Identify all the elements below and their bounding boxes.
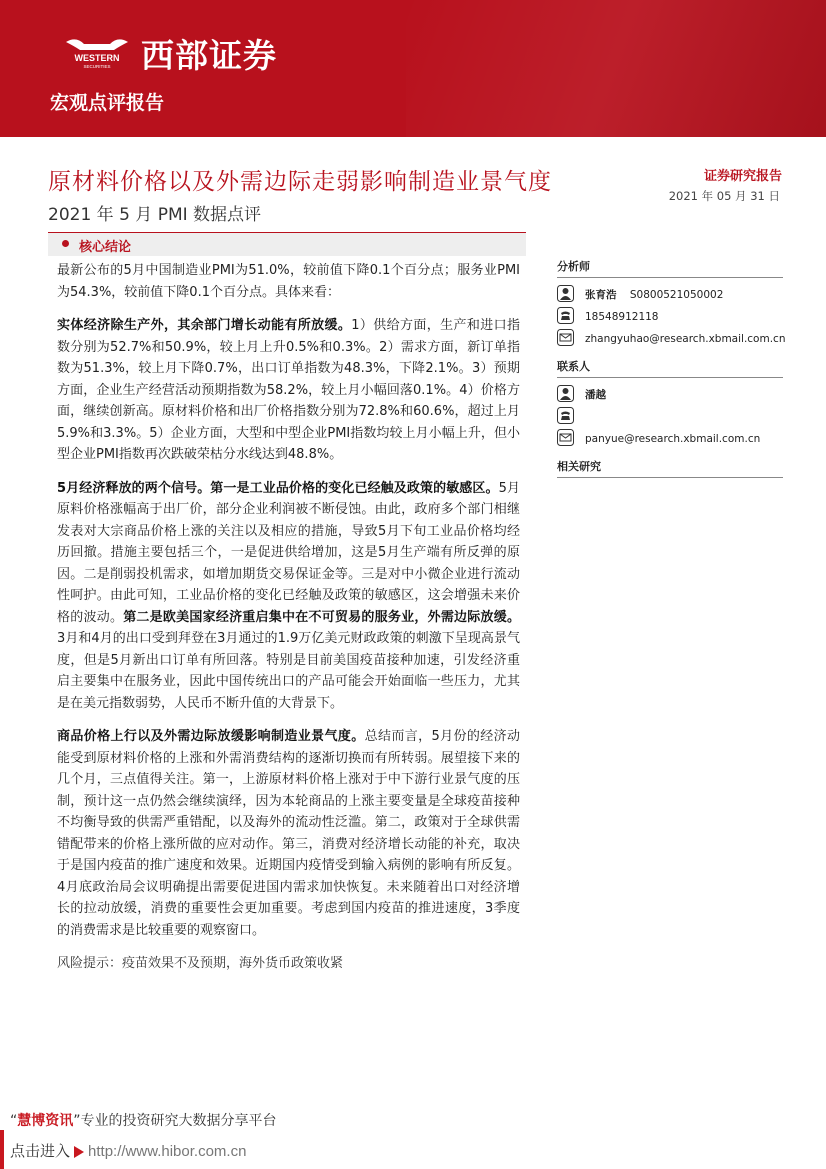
email-icon — [557, 329, 574, 346]
signals-text-a: 5月原料价格涨幅高于出厂价，部分企业利润被不断侵蚀。由此，政府多个部门相继发表对大宗商品价格上涨的关注以及相应的措施，导致5月下旬工业品价格均经历回撤。措施主要包括三个，一是促进供给增加，这是5月生产端有所反弹的原因。二是削弱投机需求，如增加期货交易保证金等。三是对中小微企业进行流动性呵护。由此可知，工业品价格的变化已经触及政策的敏感区，这会增强未来价格的波动。 — [57, 480, 521, 625]
signals-text-b: 3月和4月的出口受到拜登在3月通过的1.9万亿美元财政政策的刺激下呈现高景气度，但是5月新出口订单有所回落。特别是目前美国疫苗接种加速，引发经济重启主要集中在服务业，因此中国传统出口的产品可能会开始面临一些压力，尤其是在美元指数弱势，人民币不断升值的大背景下。 — [57, 631, 520, 711]
footer-accent-bar — [0, 1130, 4, 1169]
footer-link-line[interactable] — [10, 1140, 246, 1161]
footer-slogan: 专业的投资研究大数据分享平台 — [80, 1113, 277, 1129]
paragraph-signals — [57, 478, 520, 715]
phone-icon — [557, 407, 574, 424]
analyst-name: 张育浩 — [585, 289, 617, 301]
report-type: 宏观点评报告 — [50, 92, 165, 114]
footer-url[interactable]: http://www.hibor.com.cn — [88, 1143, 247, 1160]
contact-heading: 联系人 — [557, 358, 783, 378]
paragraph-economy — [57, 315, 520, 466]
contact-email[interactable]: panyue@research.xbmail.com.cn — [585, 433, 761, 445]
analyst-phone: 18548912118 — [585, 311, 659, 323]
company-name: 西部证券 — [141, 36, 277, 75]
banner-shade — [406, 0, 826, 137]
bull-logo-icon — [62, 34, 132, 70]
analyst-phone-row — [557, 306, 783, 328]
outlook-text: 总结而言，5月份的经济动能受到原材料价格的上涨和外需消费结构的逐渐切换而有所转弱。展望接下来的几个月，三点值得关注。第一，上游原材料价格上涨对于中下游行业景气度的压制，预计这一点仍然会继续演绎，因为本轮商品的上涨主要变量是全球疫苗接种不均衡导致的供需严重错配，以及海外的流动性泛滥。第二，政策对于全球供需错配带来的价格上涨所做的应对动作。第三，消费对经济增长动能的补充，取决于是国内疫苗的推广速度和效果。近期国内疫情受到输入病例的影响有所反复。4月底政治局会议明确提出需要促进国内需求加快恢复。未来随着出口对经济增长的拉动放缓，消费的重要性会更加重要。考虑到国内疫苗的推进速度，3季度的消费需求是比较重要的观察窗口。 — [57, 729, 520, 938]
signals-heading: 5月经济释放的两个信号。第一是工业品价格的变化已经触及政策的敏感区。 — [57, 480, 499, 496]
footer-slogan-line: “慧博资讯”专业的投资研究大数据分享平台 — [10, 1113, 277, 1129]
main-body — [57, 260, 520, 987]
contact-name: 潘越 — [585, 389, 606, 401]
economy-heading: 实体经济除生产外，其余部门增长动能有所放缓。 — [57, 318, 352, 333]
outlook-heading: 商品价格上行以及外需边际放缓影响制造业景气度。 — [57, 729, 365, 744]
sidebar — [557, 258, 786, 484]
phone-icon — [557, 307, 574, 324]
person-icon — [557, 285, 574, 302]
analyst-heading: 分析师 — [557, 258, 783, 278]
contact-phone-row — [557, 406, 783, 428]
person-icon — [557, 385, 574, 402]
economy-text: 1）供给方面，生产和进口指数分别为52.7%和50.9%，较上月上升0.5%和0.3%。2）需求方面，新订单指数为51.3%，较上月下降0.7%，出口订单指数为48.3%，下降2.1%。3）预期方面，企业生产经营活动预期指数为58.2%，较上月小幅回落0.1%。4）价格方面，继续创新高。原材料价格和出厂价格指数分别为72.8%和60.6%，超过上月5.9%和3.3%。5）企业方面，大型和中型企业PMI指数均较上月小幅上升，但小型企业PMI指数再次跌破荣枯分水线达到48.8%。 — [57, 318, 520, 462]
logo-western-text: WESTERN — [74, 53, 120, 63]
core-conclusion-bar — [48, 232, 526, 256]
report-date: 2021 年 05 月 31 日 — [668, 189, 780, 203]
logo-securities-text: SECURITIES — [83, 64, 111, 69]
paragraph-outlook — [57, 726, 520, 941]
analyst-email[interactable]: zhangyuhao@research.xbmail.com.cn — [585, 333, 786, 345]
email-icon — [557, 429, 574, 446]
watermark-footer — [0, 1104, 826, 1169]
analyst-row — [557, 284, 783, 306]
signals-heading-2: 第二是欧美国家经济重启集中在不可贸易的服务业，外需边际放缓。 — [123, 609, 520, 625]
report-badge: 证券研究报告 — [703, 169, 782, 184]
related-research-heading: 相关研究 — [557, 458, 783, 478]
arrow-right-icon — [74, 1146, 84, 1158]
footer-enter[interactable]: 点击进入 — [10, 1142, 71, 1160]
analyst-license: S0800521050002 — [629, 289, 724, 301]
paragraph-summary — [57, 260, 520, 303]
document-subtitle: 2021 年 5 月 PMI 数据点评 — [48, 205, 262, 225]
summary-text: 最新公布的5月中国制造业PMI为51.0%，较前值下降0.1个百分点；服务业PMI为54.3%，较前值下降0.1个百分点。具体来看： — [57, 263, 520, 300]
core-conclusion-label: 核心结论 — [79, 240, 132, 255]
header-banner — [0, 0, 826, 137]
contact-row — [557, 384, 783, 406]
footer-brand: 慧博资讯 — [17, 1113, 74, 1129]
contact-email-row[interactable] — [557, 428, 783, 450]
bullet-dot-icon — [62, 240, 69, 247]
document-title: 原材料价格以及外需边际走弱影响制造业景气度 — [48, 169, 552, 195]
analyst-email-row[interactable] — [557, 328, 786, 350]
risk-note: 风险提示：疫苗效果不及预期，海外货币政策收紧 — [57, 956, 344, 971]
